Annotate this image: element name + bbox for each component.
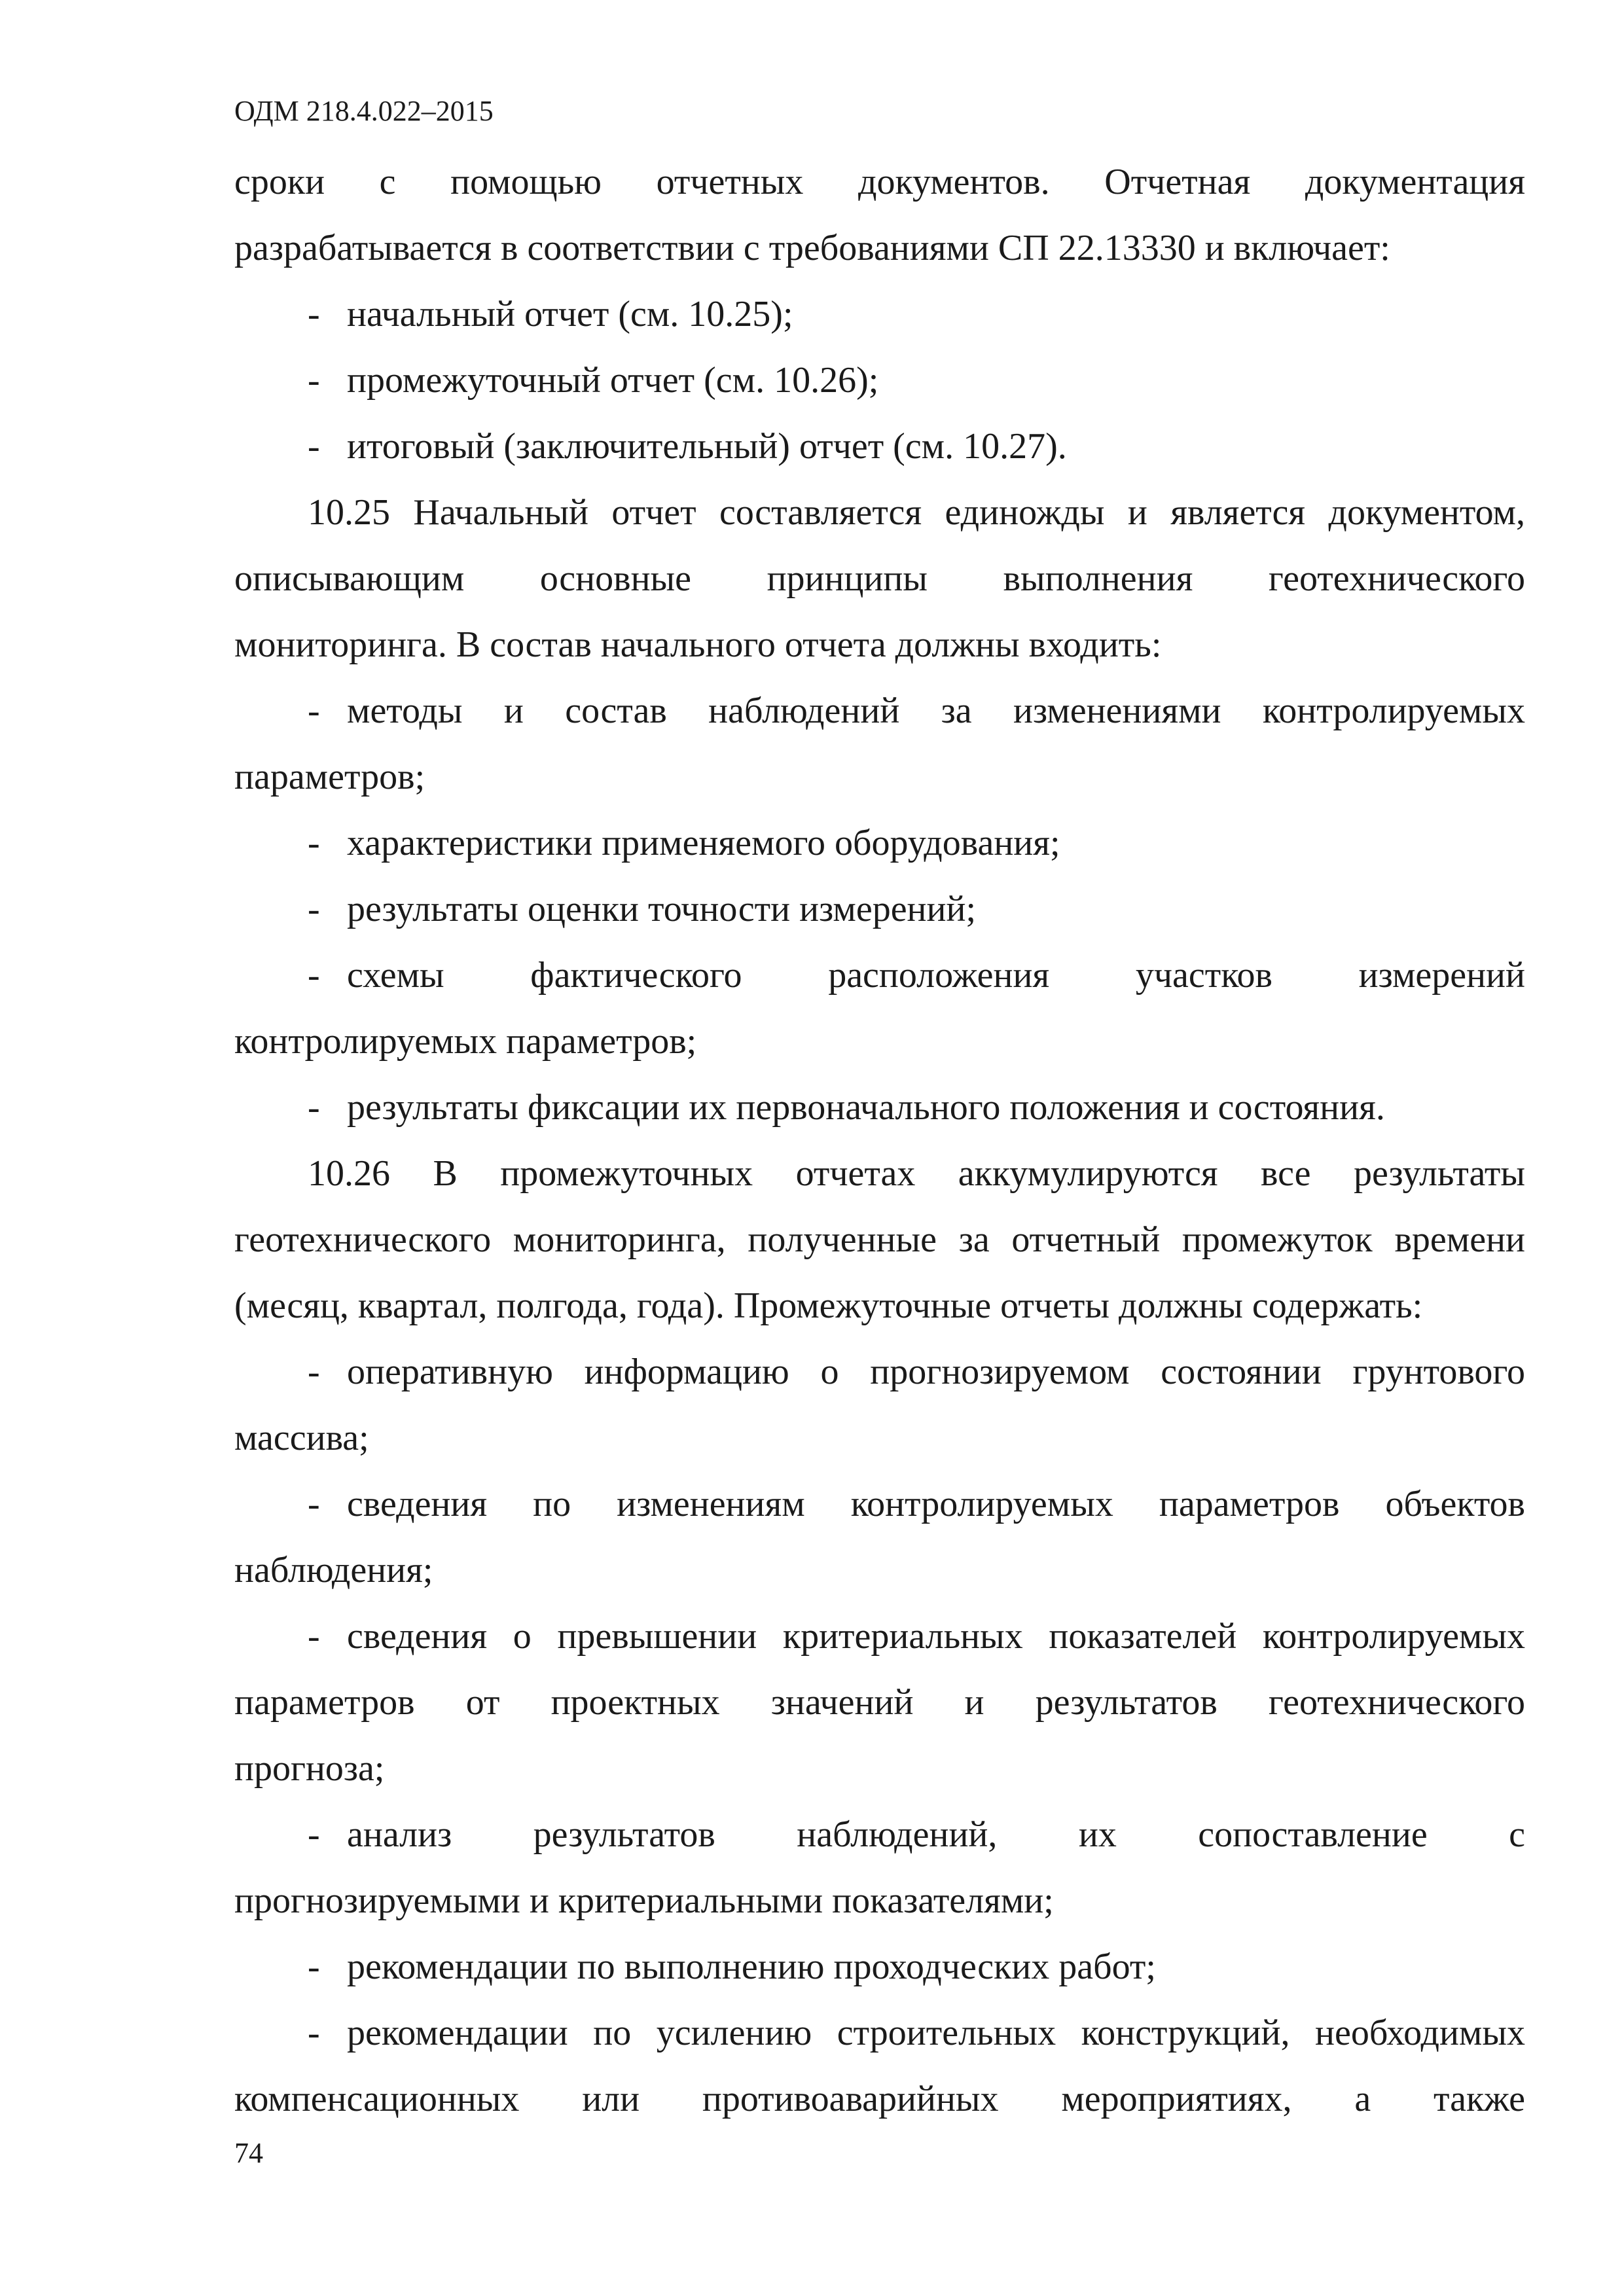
list-dash: -: [308, 294, 320, 334]
list-item: [234, 1604, 1525, 1670]
list-item: [234, 1934, 1525, 2000]
list-item: [234, 1471, 1525, 1537]
list-item-continuation: компенсационных или противоаварийных мероприятиях, а также: [234, 2079, 1525, 2119]
list-item-text: оперативную информацию о прогнозируемом состоянии грунтового: [347, 1352, 1525, 1392]
list-dash: -: [308, 1484, 320, 1524]
list-item: [234, 2000, 1525, 2066]
paragraph-line: описывающим основные принципы выполнения геотехнического: [234, 558, 1525, 599]
list-item-continuation: наблюдения;: [234, 1550, 433, 1590]
list-item-continuation: прогнозируемыми и критериальными показателями;: [234, 1880, 1054, 1921]
list-dash: -: [308, 1352, 320, 1392]
list-item-text: результаты фиксации их первоначального положения и состояния.: [347, 1087, 1385, 1128]
list-item-text: сведения о превышении критериальных показателей контролируемых: [347, 1616, 1525, 1657]
section-10-26-start: 10.26 В промежуточных отчетах аккумулируются все результаты: [308, 1153, 1525, 1194]
page-number: 74: [234, 2137, 263, 2169]
list-item-continuation: параметров от проектных значений и результатов геотехнического: [234, 1682, 1525, 1723]
list-item-text: промежуточный отчет (см. 10.26);: [347, 360, 879, 401]
list-item: [234, 1075, 1525, 1141]
list-item: [234, 414, 1525, 480]
paragraph-line: геотехнического мониторинга, полученные за отчетный промежуток времени: [234, 1219, 1525, 1260]
list-item-text: схемы фактического расположения участков измерений: [347, 955, 1525, 996]
paragraph-line: сроки с помощью отчетных документов. Отчетная документация: [234, 162, 1525, 202]
list-item: [234, 942, 1525, 1009]
list-item-continuation: контролируемых параметров;: [234, 1021, 697, 1062]
list-item: [234, 678, 1525, 744]
list-dash: -: [308, 2013, 320, 2053]
section-10-25-start: 10.25 Начальный отчет составляется единожды и является документом,: [308, 492, 1525, 533]
list-item-text: рекомендации по выполнению проходческих работ;: [347, 1946, 1156, 1987]
paragraph-line: разрабатывается в соответствии с требованиями СП 22.13330 и включает:: [234, 228, 1390, 268]
list-dash: -: [308, 1087, 320, 1128]
list-item-text: начальный отчет (см. 10.25);: [347, 294, 793, 334]
paragraph-line: мониторинга. В состав начального отчета должны входить:: [234, 624, 1162, 665]
list-dash: -: [308, 1814, 320, 1855]
list-item-text: методы и состав наблюдений за изменениями контролируемых: [347, 691, 1525, 731]
paragraph-line: (месяц, квартал, полгода, года). Промежуточные отчеты должны содержать:: [234, 1285, 1423, 1326]
list-item-text: результаты оценки точности измерений;: [347, 889, 977, 929]
list-item: [234, 810, 1525, 876]
list-item-text: сведения по изменениям контролируемых параметров объектов: [347, 1484, 1525, 1524]
list-item-text: рекомендации по усилению строительных конструкций, необходимых: [347, 2013, 1525, 2053]
list-item-continuation: массива;: [234, 1418, 369, 1458]
list-item-continuation: прогноза;: [234, 1748, 385, 1789]
list-item: [234, 1339, 1525, 1405]
list-item-text: характеристики применяемого оборудования;: [347, 823, 1060, 863]
list-dash: -: [308, 691, 320, 731]
list-dash: -: [308, 426, 320, 467]
list-item: [234, 348, 1525, 414]
list-dash: -: [308, 955, 320, 996]
list-item: [234, 876, 1525, 942]
list-dash: -: [308, 1946, 320, 1987]
list-dash: -: [308, 823, 320, 863]
list-item: [234, 1802, 1525, 1868]
list-dash: -: [308, 889, 320, 929]
list-item-text: анализ результатов наблюдений, их сопоставление с: [347, 1814, 1525, 1855]
document-header-code: ОДМ 218.4.022–2015: [234, 95, 494, 127]
document-body: [234, 149, 1525, 2132]
list-item-continuation: параметров;: [234, 757, 425, 797]
list-item: [234, 281, 1525, 348]
list-dash: -: [308, 360, 320, 401]
list-dash: -: [308, 1616, 320, 1657]
list-item-text: итоговый (заключительный) отчет (см. 10.27).: [347, 426, 1067, 467]
